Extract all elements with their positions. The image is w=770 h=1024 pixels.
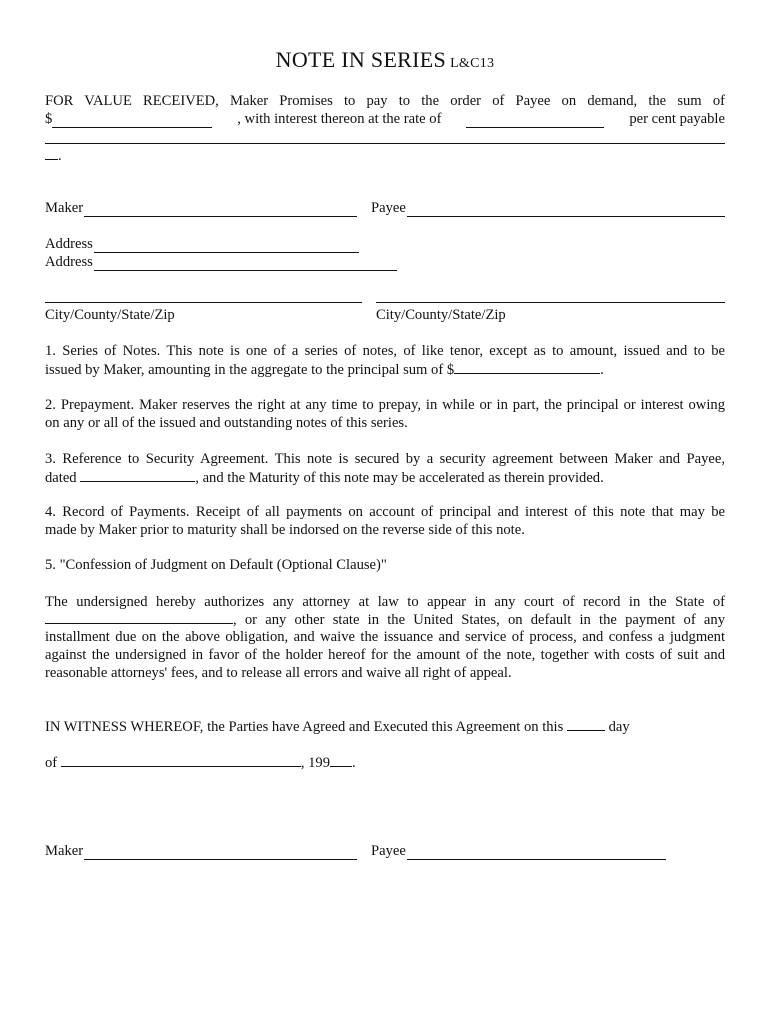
- section-5-title: 5. "Confession of Judgment on Default (Optional Clause)": [45, 557, 387, 573]
- title-main: NOTE IN SERIES: [275, 47, 447, 72]
- section-4-line-2: made by Maker prior to maturity shall be indorsed on the reverse side of this note.: [45, 522, 525, 538]
- dollar-sign: $: [45, 111, 53, 127]
- maker-label-bottom: Maker: [45, 843, 84, 859]
- payee-label-bottom: Payee: [371, 843, 406, 859]
- maker-signature-top: [45, 199, 357, 217]
- address-row-1: [45, 235, 359, 253]
- address-label-1: Address: [45, 236, 93, 252]
- witness-date-line: of , 199 .: [45, 755, 356, 771]
- section-5-line-4: against the undersigned in favor of the holder hereof for the amount of the note, together with costs of suit and: [45, 647, 725, 663]
- interest-rate-field[interactable]: [466, 114, 604, 128]
- section-2-line-1: 2. Prepayment. Maker reserves the right at any time to prepay, in while or in part, the principal or interest owing: [45, 397, 725, 413]
- address-field-1[interactable]: [94, 239, 359, 253]
- city-field-left[interactable]: [45, 302, 362, 303]
- maker-signature-bottom: [45, 842, 357, 860]
- section-5-line-5: reasonable attorneys' fees, and to release all errors and waive all right of appeal.: [45, 665, 512, 681]
- section-5-line-3: installment due on the above obligation, and waive the issuance and service of process, and confess a judgment: [45, 629, 725, 645]
- per-cent-text: per cent payable: [629, 111, 725, 127]
- maker-field-bottom[interactable]: [84, 846, 357, 860]
- city-label-left: City/County/State/Zip: [45, 307, 175, 323]
- section-2-line-2: on any or all of the issued and outstanding notes of this series.: [45, 415, 408, 431]
- address-field-2[interactable]: [94, 257, 397, 271]
- witness-month-field[interactable]: [61, 753, 301, 767]
- payable-terms-field[interactable]: [45, 143, 725, 144]
- address-label-2: Address: [45, 254, 93, 270]
- section-3-line-2: dated , and the Maturity of this note may be accelerated as therein provided.: [45, 470, 604, 486]
- witness-year-field[interactable]: [330, 753, 352, 767]
- maker-label-top: Maker: [45, 200, 84, 216]
- state-field[interactable]: [45, 610, 233, 624]
- section-1-line-2: issued by Maker, amounting in the aggregate to the principal sum of $ .: [45, 362, 604, 378]
- with-interest-text: , with interest thereon at the rate of: [237, 111, 442, 127]
- city-field-right[interactable]: [376, 302, 725, 303]
- intro-line-2: [45, 110, 725, 128]
- witness-day-field[interactable]: [567, 717, 605, 731]
- section-5-line-2: , or any other state in the United States, on default in the payment of any: [45, 610, 725, 629]
- payee-field-bottom[interactable]: [407, 846, 666, 860]
- section-5-line-1: The undersigned hereby authorizes any attorney at law to appear in any court of record in the State of: [45, 594, 725, 610]
- sum-amount-field[interactable]: [52, 114, 212, 128]
- section-4-line-1: 4. Record of Payments. Receipt of all payments on account of principal and interest of this note that may be: [45, 504, 725, 520]
- section-3-line-1: 3. Reference to Security Agreement. This note is secured by a security agreement between Maker and Payee,: [45, 451, 725, 467]
- intro-line-1: FOR VALUE RECEIVED, Maker Promises to pay to the order of Payee on demand, the sum of: [45, 93, 725, 109]
- payee-signature-top: [371, 199, 725, 217]
- payee-label-top: Payee: [371, 200, 406, 216]
- payable-terms-end: .: [45, 146, 62, 165]
- title-code: L&C13: [450, 56, 495, 71]
- maker-field-top[interactable]: [84, 203, 357, 217]
- city-label-right: City/County/State/Zip: [376, 307, 506, 323]
- witness-line: IN WITNESS WHEREOF, the Parties have Agreed and Executed this Agreement on this day: [45, 719, 630, 735]
- section-1-line-1: 1. Series of Notes. This note is one of a series of notes, of like tenor, except as to amount, issued and to be: [45, 343, 725, 359]
- payee-field-top[interactable]: [407, 203, 725, 217]
- document-title: [0, 46, 770, 78]
- principal-sum-field[interactable]: [454, 360, 600, 374]
- agreement-date-field[interactable]: [80, 468, 195, 482]
- payee-signature-bottom: [371, 842, 666, 860]
- address-row-2: [45, 253, 397, 271]
- payable-terms-short-field[interactable]: [45, 146, 58, 160]
